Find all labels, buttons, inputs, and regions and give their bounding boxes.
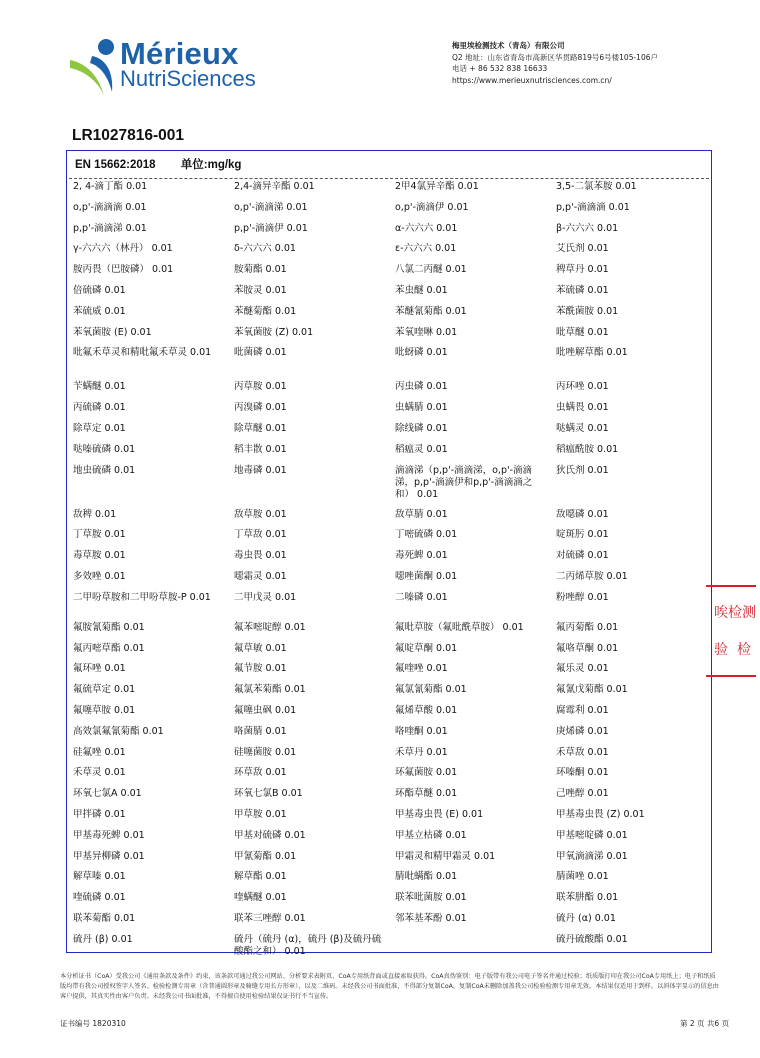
table-row [73,550,709,571]
table-cell: 噁霜灵 0.01 [234,570,287,582]
table-cell: 环氧七氯A 0.01 [73,788,142,800]
table-cell: p,p'-滴滴伊 0.01 [234,222,308,234]
table-cell: 氟苯嘧啶醇 0.01 [234,621,306,633]
table-cell: 氟环唑 0.01 [73,663,126,675]
table-cell: 咯喹酮 0.01 [395,725,448,737]
table-cell: 吡唑解草酯 0.01 [556,347,628,359]
table-cell: 甲基异柳磷 0.01 [73,850,145,862]
table-cell: 苯氧菌胺 (Z) 0.01 [234,326,314,338]
table-cell: 甲基立枯磷 0.01 [395,829,467,841]
table-cell: 氟氰戊菊酯 0.01 [556,684,628,696]
table-row [73,202,709,223]
table-cell: 环嗪酮 0.01 [556,767,609,779]
table-row [73,592,709,622]
table-cell: 氟啶草酮 0.01 [395,642,458,654]
table-cell: 毒死蜱 0.01 [395,550,448,562]
table-cell: 多效唑 0.01 [73,570,126,582]
table-cell: o,p'-滴滴滴 0.01 [73,201,147,213]
table-cell: 2,4-滴异辛酯 0.01 [234,181,315,192]
table-cell: 禾草丹 0.01 [395,746,448,758]
brand-name: Mérieux [120,36,239,71]
table-cell: 八氯二丙醚 0.01 [395,264,467,276]
table-cell: 氟氯苯菊酯 0.01 [234,684,306,696]
table-cell: 丙草胺 0.01 [234,381,287,393]
table-cell: 吡蚜磷 0.01 [395,347,448,359]
table-cell: 二嗪磷 0.01 [395,591,448,603]
table-row [73,285,709,306]
table-cell: 毒虫畏 0.01 [234,550,287,562]
table-cell: 稻丰散 0.01 [234,443,287,455]
table-row [73,684,709,705]
results-frame [66,150,712,957]
table-cell: 除草定 0.01 [73,422,126,434]
table-cell: 除草醚 0.01 [234,422,287,434]
table-cell: 敌草胺 0.01 [234,508,287,520]
table-row [73,327,709,348]
table-cell: 氟烯草酸 0.01 [395,704,458,716]
table-row [73,809,709,830]
table-cell: 苯硫磷 0.01 [556,284,609,296]
method-standard: EN 15662:2018 [75,159,156,171]
table-cell: 氟硫草定 0.01 [73,684,136,696]
table-cell: 咯菌腈 0.01 [234,725,287,737]
table-cell: 硫丹硫酸酯 0.01 [556,933,628,945]
table-row [73,747,709,768]
table-cell: 解草酯 0.01 [234,871,287,883]
table-cell: 丙虫磷 0.01 [395,381,448,393]
table-row [73,643,709,664]
table-row [73,181,709,202]
table-cell: 稗草丹 0.01 [556,264,609,276]
table-row [73,892,709,913]
table-cell: 邻苯基苯酚 0.01 [395,912,467,924]
table-cell: 除线磷 0.01 [395,422,448,434]
table-cell: p,p'-滴滴滴 0.01 [556,201,630,213]
table-cell: 二甲吩草胺和二甲吩草胺-P 0.01 [73,591,211,603]
table-cell: 甲氰菊酯 0.01 [234,850,297,862]
divider [69,178,709,179]
table-cell: 吡草醚 0.01 [556,326,609,338]
table-cell: 胺丙畏（巴胺磷） 0.01 [73,264,174,276]
table-cell: 硅噻菌胺 0.01 [234,746,297,758]
table-cell: 狄氏剂 0.01 [556,464,609,476]
table-cell: 氟节胺 0.01 [234,663,287,675]
table-cell: 氟丙菊酯 0.01 [556,621,619,633]
table-cell: δ-六六六 0.01 [234,243,296,255]
table-cell: 苯酰菌胺 0.01 [556,305,619,317]
page-number: 第 2 页 共6 页 [680,1019,730,1028]
table-cell: 滴滴涕（p,p'-滴滴涕，o,p'-滴滴涕，p,p'-滴滴伊和p,p'-滴滴滴之和） 0.01 [395,464,533,500]
table-cell: 粉唑醇 0.01 [556,591,609,603]
table-cell: 腐霉利 0.01 [556,704,609,716]
table-cell: 环氧七氯B 0.01 [234,788,303,800]
table-cell: 苯氧菌胺 (E) 0.01 [73,326,152,338]
table-row [73,871,709,892]
table-cell: 甲基嘧啶磷 0.01 [556,829,628,841]
table-cell: 甲基毒死蜱 0.01 [73,829,145,841]
brand-subname: NutriSciences [120,66,256,91]
certificate-number: 证书编号 1820310 [60,1019,126,1028]
stamp-text-line2: 验检 [714,642,760,658]
table-cell: 丁草胺 0.01 [73,529,126,541]
stamp-text-line1: 唉检测 [714,605,756,621]
table-cell: 苄螨醚 0.01 [73,381,126,393]
table-cell: 丁嘧硫磷 0.01 [395,529,458,541]
table-row [73,264,709,285]
table-cell: 环酯草醚 0.01 [395,788,458,800]
table-cell: 联苯三唑醇 0.01 [234,912,306,924]
table-cell: 丙溴磷 0.01 [234,402,287,414]
table-row [73,509,709,530]
table-row [73,788,709,809]
table-cell: 甲基毒虫畏 (Z) 0.01 [556,808,645,820]
table-cell: 喹硫磷 0.01 [73,892,126,904]
table-row [73,913,709,934]
table-cell: 苯虫醚 0.01 [395,284,448,296]
table-cell: o,p'-滴滴涕 0.01 [234,201,308,213]
table-cell: 腈菌唑 0.01 [556,871,609,883]
company-info [452,40,742,86]
table-cell: 硫丹 (α) 0.01 [556,912,616,924]
table-row [73,851,709,872]
table-cell: 吡氟禾草灵和精吡氟禾草灵 0.01 [73,347,212,359]
table-cell: o,p'-滴滴伊 0.01 [395,201,469,213]
table-cell: 氟喹唑 0.01 [395,663,448,675]
table-cell: 甲草胺 0.01 [234,808,287,820]
table-cell: 敌噁磷 0.01 [556,508,609,520]
company-phone: 电话 + 86 532 838 16633 [452,64,548,73]
table-cell: 氟丙嘧草酯 0.01 [73,642,145,654]
table-cell: 对硫磷 0.01 [556,550,609,562]
table-cell: 甲霜灵和精甲霜灵 0.01 [395,850,496,862]
table-cell: 2甲4氯异辛酯 0.01 [395,181,479,192]
table-cell: 2, 4-滴丁酯 0.01 [73,181,148,192]
company-address: Q2 地址：山东省青岛市高新区华贯路819号6号楼105-106户 [452,52,658,62]
table-cell: 艾氏剂 0.01 [556,243,609,255]
table-cell: 甲基对硫磷 0.01 [234,829,306,841]
table-cell: 哒螨灵 0.01 [556,422,609,434]
table-cell: 敌草腈 0.01 [395,508,448,520]
table-cell: 氟噻虫砜 0.01 [234,704,297,716]
table-cell: 禾草灵 0.01 [73,767,126,779]
table-cell: 二丙烯草胺 0.01 [556,570,628,582]
table-row [73,934,709,958]
table-cell: 氟草敏 0.01 [234,642,287,654]
table-cell: γ-六六六（林丹） 0.01 [73,243,173,255]
table-cell: 倍硫磷 0.01 [73,284,126,296]
table-row [73,347,709,381]
table-row [73,423,709,444]
unit-label: 单位:mg/kg [180,159,242,171]
table-cell: 喹螨醚 0.01 [234,892,287,904]
table-cell: 甲基毒虫畏 (E) 0.01 [395,808,484,820]
table-row [73,622,709,643]
table-cell: β-六六六 0.01 [556,222,619,234]
report-id: LR1027816-001 [72,127,185,144]
standard-header [75,156,241,172]
table-cell: 甲拌磷 0.01 [73,808,126,820]
table-cell: 氟氯氰菊酯 0.01 [395,684,467,696]
company-website[interactable]: https://www.merieuxnutrisciences.com.cn/ [452,75,612,85]
table-cell: 庚烯磷 0.01 [556,725,609,737]
table-cell: 己唑醇 0.01 [556,788,609,800]
table-row [73,243,709,264]
table-cell: 苯醚氰菊酯 0.01 [395,305,467,317]
table-cell: 甲氧滴滴涕 0.01 [556,850,628,862]
table-row [73,402,709,423]
table-cell: 稻瘟酰胺 0.01 [556,443,619,455]
table-cell: 虫螨畏 0.01 [556,402,609,414]
table-cell: 丙硫磷 0.01 [73,402,126,414]
table-cell: 氟胺氰菊酯 0.01 [73,621,145,633]
table-cell: 禾草敌 0.01 [556,746,609,758]
footnote: 本分析证书（CoA）受我公司《通用条款及条件》约束，该条款可通过我公司网站、分析要求表附页、CoA专用纸背面或直接索取获得。CoA真伪鉴别：电子版带有我公司电子签名并通过校验；纸质版打印在我公司CoA专用纸上；电子和纸质版均带有我公司授权签字人签名、检验检测专用章（含普通圆形章及骑缝专用长方形章），以及二维码。未经我公司书面批准，不得部分复制CoA。复制CoA未删除加盖我公司检验检测专用章无效。本结果仅适用于到样。以斜体字显示的信息由客户提供，其真实性由客户负责。未经我公司书面批准，不得擅自使用检验结果仅证书行不当宣传。 [60,973,719,1000]
table-cell: 丙环唑 0.01 [556,381,609,393]
table-row [73,767,709,788]
table-cell: 虫螨腈 0.01 [395,402,448,414]
results-table [73,181,709,958]
table-cell: 环草敌 0.01 [234,767,287,779]
table-cell: 联苯菊酯 0.01 [73,912,136,924]
table-cell: 苯醚菊酯 0.01 [234,305,297,317]
table-cell: 稻瘟灵 0.01 [395,443,448,455]
table-cell: 吡菌磷 0.01 [234,347,287,359]
table-cell: 高效氯氟氰菊酯 0.01 [73,725,164,737]
table-row [73,705,709,726]
table-cell: p,p'-滴滴涕 0.01 [73,222,147,234]
table-cell: 联苯肼酯 0.01 [556,892,619,904]
company-name: 梅里埃检测技术（青岛）有限公司 [452,41,565,50]
table-row [73,223,709,244]
table-cell: 哒嗪硫磷 0.01 [73,443,136,455]
table-cell: 噁唑菌酮 0.01 [395,570,458,582]
table-cell: 硫丹（硫丹 (α)，硫丹 (β)及硫丹硫酸酯之和） 0.01 [234,933,382,957]
table-cell: 解草嗪 0.01 [73,871,126,883]
table-cell: α-六六六 0.01 [395,222,458,234]
table-cell: 苯胺灵 0.01 [234,284,287,296]
table-cell: 二甲戊灵 0.01 [234,591,297,603]
table-row [73,529,709,550]
table-row [73,830,709,851]
table-cell: 氟乐灵 0.01 [556,663,609,675]
table-cell: 氟噻草胺 0.01 [73,704,136,716]
table-cell: 硅氟唑 0.01 [73,746,126,758]
table-cell: ε-六六六 0.01 [395,243,457,255]
table-cell: 丁草敌 0.01 [234,529,287,541]
table-row [73,663,709,684]
table-row [73,571,709,592]
table-cell: 硫丹 (β) 0.01 [73,933,133,945]
official-stamp [706,585,760,677]
table-row [73,444,709,465]
table-row [73,306,709,327]
table-cell: 联苯吡菌胺 0.01 [395,892,467,904]
table-row [73,381,709,402]
table-cell [395,934,556,958]
table-cell: 苯硫威 0.01 [73,305,126,317]
table-cell: 敌稗 0.01 [73,508,117,520]
table-cell: 地毒磷 0.01 [234,464,287,476]
table-cell: 3,5-二氯苯胺 0.01 [556,181,637,192]
table-cell: 毒草胺 0.01 [73,550,126,562]
table-cell: 地虫硫磷 0.01 [73,464,136,476]
table-cell: 苯氧喹啉 0.01 [395,326,458,338]
table-cell: 环氟菌胺 0.01 [395,767,458,779]
table-cell: 啶斑肟 0.01 [556,529,609,541]
table-cell: 氟咯草酮 0.01 [556,642,619,654]
table-row [73,726,709,747]
table-cell: 腈吡螨酯 0.01 [395,871,458,883]
table-row [73,465,709,509]
table-cell: 氟吡草胺（氟吡酰草胺） 0.01 [395,621,524,633]
table-cell: 胺菊酯 0.01 [234,264,287,276]
